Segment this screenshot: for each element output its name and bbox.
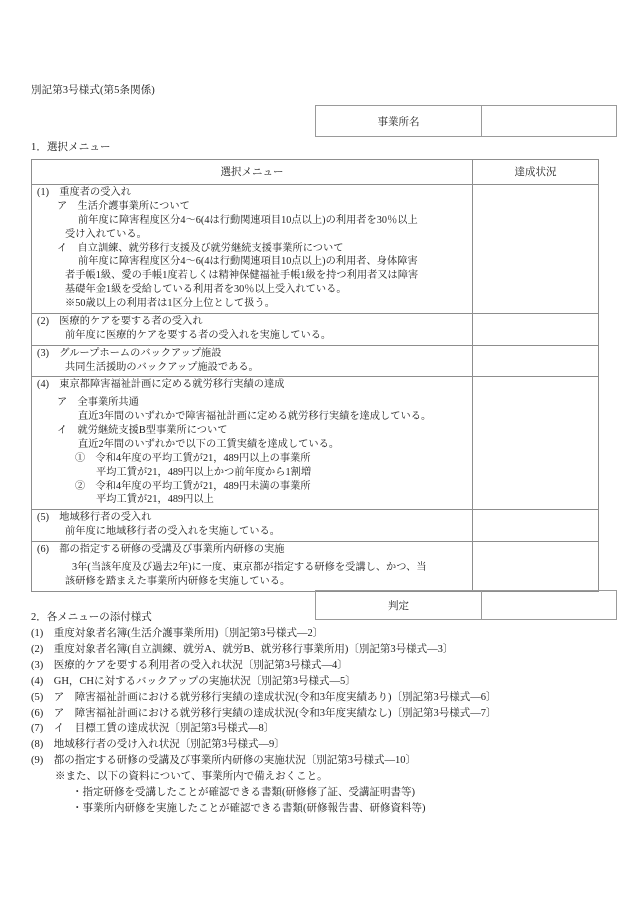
attachment-list-item: (1) 重度対象者名簿(生活介護事業所用)〔別記第3号様式—2〕: [31, 627, 324, 639]
menu-detail-line: 共同生活援助のバックアップ施設である。: [65, 361, 259, 373]
menu-detail-line: 受け入れている。: [65, 228, 147, 240]
attachment-list-item: (4) GH，CHに対するバックアップの実施状況〔別記第3号様式—5〕: [31, 675, 356, 687]
menu-detail-line: 3年(当該年度及び過去2年)に一度、東京都が指定する研修を受講し、かつ、当: [72, 561, 427, 573]
table-row: [316, 106, 617, 137]
section2-heading: 2．各メニューの添付様式: [31, 612, 152, 623]
attachment-list-item: (6) ア 障害福祉計画における就労移行実績の達成状況(令和3年度実績なし)〔別記第3号様式—7〕: [31, 707, 497, 719]
menu-item-title: (5) 地域移行者の受入れ: [37, 512, 152, 524]
office-name-label: 事業所名: [316, 106, 482, 137]
menu-detail-line: 前年度に医療的ケアを要する者の受入れを実施している。: [65, 329, 332, 341]
section1-heading-area: [31, 141, 111, 155]
attachment-bullet-item: ・事業所内研修を実施したことが確認できる書類(研修報告書、研修資料等): [72, 803, 426, 815]
menu-item-title: (1) 重度者の受入れ: [37, 187, 131, 198]
attachment-list-item: (9) 都の指定する研修の受講及び事業所内研修の実施状況〔別記第3号様式—10〕: [31, 755, 416, 767]
form-code: 別記第3号様式(第5条関係): [31, 85, 155, 96]
menu-detail-line: 直近3年間のいずれかで障害福祉計画に定める就労移行実績を達成している。: [78, 411, 432, 423]
selection-menu-body: [32, 185, 599, 592]
section2-note: ※また、以下の資料について、事業所内で備えおくこと。: [55, 771, 328, 783]
menu-row-content: [32, 313, 473, 345]
attachment-list: [31, 626, 599, 770]
menu-row-status[interactable]: [473, 510, 599, 542]
menu-row-status[interactable]: [473, 185, 599, 314]
column-header-status: 達成状況: [473, 160, 599, 185]
menu-row-status[interactable]: [473, 542, 599, 592]
menu-detail-line: 平均工賃が21，489円以上かつ前年度から1割増: [96, 466, 312, 478]
menu-item-title: (3) グループホームのバックアップ施設: [37, 347, 222, 359]
menu-detail-line: ア 全事業所共通: [57, 397, 139, 409]
menu-row: [32, 510, 599, 542]
menu-item-title: (4) 東京都障害福祉計画に定める就労移行実績の達成: [37, 379, 285, 391]
attachment-list-item: (8) 地域移行者の受け入れ状況〔別記第3号様式—9〕: [31, 739, 285, 751]
menu-detail-line: イ 就労継続支援B型事業所について: [57, 425, 228, 436]
section1-heading: 1．選択メニュー: [31, 142, 111, 153]
menu-row: [32, 345, 599, 377]
office-name-table: [315, 105, 617, 137]
menu-detail-line: ① 令和4年度の平均工賃が21，489円以上の事業所: [75, 452, 311, 464]
menu-row-status[interactable]: [473, 377, 599, 510]
menu-detail-line: 前年度に障害程度区分4〜6(4は行動関連項目10点以上)の利用者を30％以上: [78, 214, 418, 226]
menu-detail-line: 平均工賃が21，489円以上: [96, 494, 214, 506]
menu-detail-line: 前年度に障害程度区分4〜6(4は行動関連項目10点以上)の利用者、身体障害: [78, 256, 418, 268]
judgement-label: 判定: [316, 591, 482, 620]
menu-row-content: [32, 542, 473, 592]
attachment-list-item: (3) 医療的ケアを要する利用者の受入れ状況〔別記第3号様式—4〕: [31, 659, 348, 671]
menu-row: [32, 313, 599, 345]
menu-detail-line: イ 自立訓練、就労移行支援及び就労継続支援事業所について: [57, 242, 344, 254]
menu-detail-line: 直近2年間のいずれかで以下の工賃実績を達成している。: [78, 438, 340, 450]
menu-row: [32, 185, 599, 314]
menu-detail-line: ア 生活介護事業所について: [57, 200, 190, 212]
menu-detail-line: ※50歳以上の利用者は1区分上位として扱う。: [65, 298, 275, 309]
table-header-row: [32, 160, 599, 185]
menu-detail-line: 前年度に地域移行者の受入れを実施している。: [65, 526, 280, 538]
attachment-list-item: (5) ア 障害福祉計画における就労移行実績の達成状況(令和3年度実績あり)〔別記第3号様式—6〕: [31, 691, 497, 703]
menu-detail-line: 者手帳1級、愛の手帳1度若しくは精神保健福祉手帳1級を持つ利用者又は障害: [65, 270, 419, 282]
menu-detail-line: ② 令和4年度の平均工賃が21，489円未満の事業所: [75, 480, 311, 492]
office-name-value[interactable]: [482, 106, 617, 137]
attachment-bullet-list: [31, 785, 599, 817]
menu-row-content: [32, 185, 473, 314]
menu-row-status[interactable]: [473, 313, 599, 345]
column-header-menu: 選択メニュー: [32, 160, 473, 185]
menu-detail-line: 該研修を踏まえた事業所内研修を実施している。: [65, 575, 291, 587]
section2-area: [31, 610, 599, 817]
form-code-area: [31, 84, 599, 98]
menu-row: [32, 542, 599, 592]
attachment-list-item: (2) 重度対象者名簿(自立訓練、就労A、就労B、就労移行事業所用)〔別記第3号様式—3〕: [31, 643, 454, 655]
menu-detail-line: 基礎年金1級を受給している利用者を30％以上受入れている。: [65, 284, 347, 296]
menu-row-content: [32, 510, 473, 542]
selection-menu-table: [31, 159, 599, 592]
menu-row-content: [32, 345, 473, 377]
menu-row-status[interactable]: [473, 345, 599, 377]
menu-item-title: (6) 都の指定する研修の受講及び事業所内研修の実施: [37, 544, 285, 555]
selection-menu-table-wrap: [31, 159, 598, 592]
menu-row: [32, 377, 599, 510]
attachment-list-item: (7) イ 目標工賃の達成状況〔別記第3号様式—8〕: [31, 723, 275, 735]
menu-row-content: [32, 377, 473, 510]
menu-item-title: (2) 医療的ケアを要する者の受入れ: [37, 315, 203, 327]
attachment-bullet-item: ・指定研修を受講したことが確認できる書類(研修修了証、受講証明書等): [72, 787, 415, 799]
